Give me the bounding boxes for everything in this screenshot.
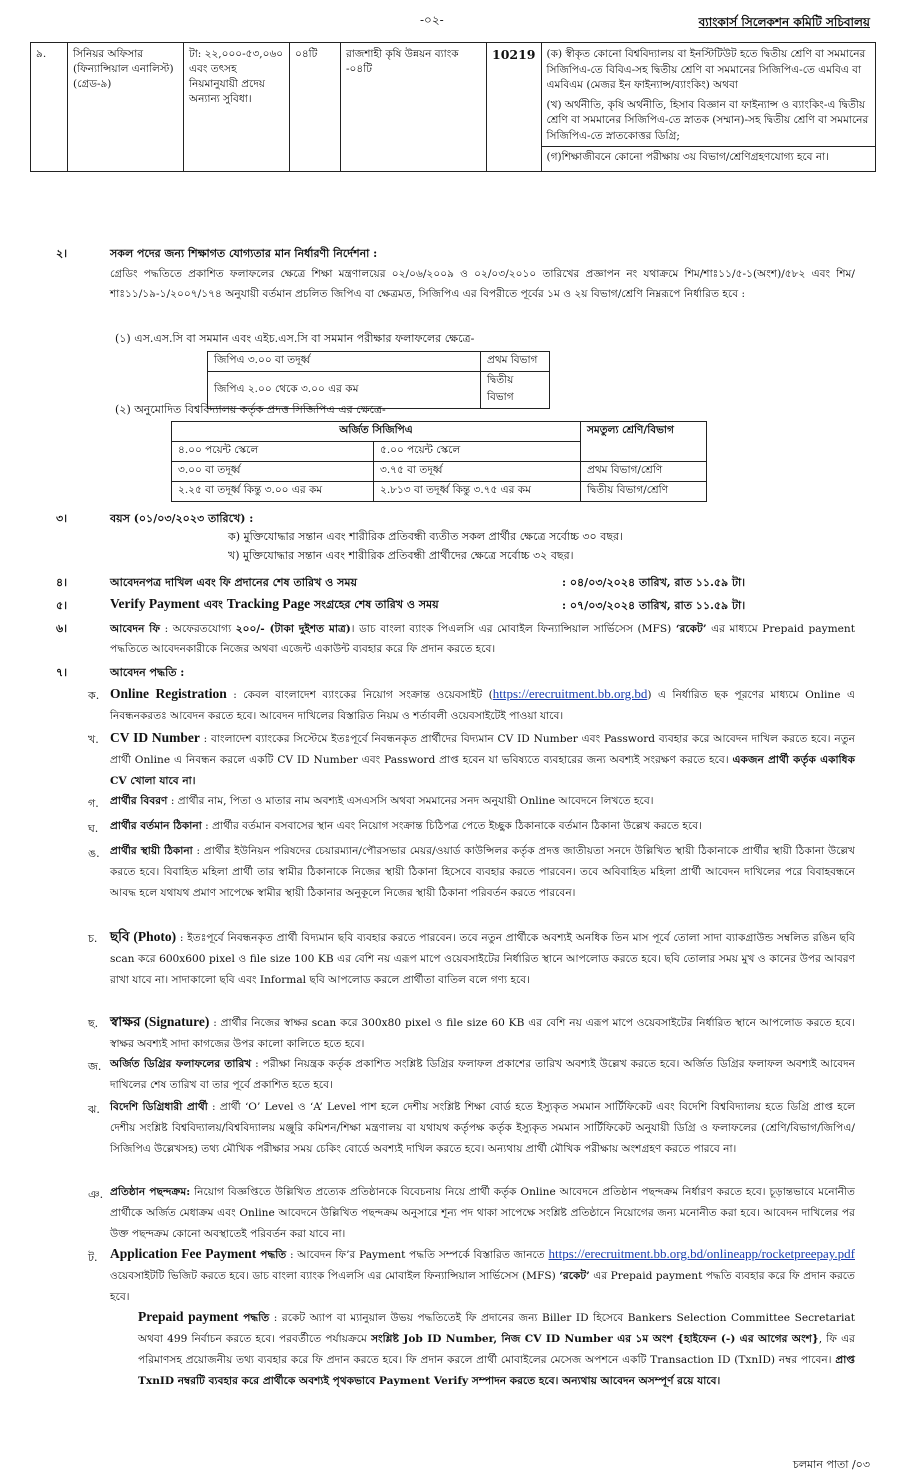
- s7-ta: Application Fee Payment পদ্ধতি : আবেদন ফি’র Payment পদ্ধতি সম্পর্কে বিস্তারিত জানতে https://erecruitment.bb.org.bd/onlineapp/rocketpreepay.pdf ওয়েবসাইটটি ভিজিট করতে হবে। ডাচ বাংলা ব্যাংক পিএলসি এর মোবাইল ফিন্যান্সিয়াল সার্ভিসেস (MFS) ‘রকেট’ এর Prepaid payment পদ্ধতি ব্যবহার করে ফি প্রদান করতে হবে।: [110, 1246, 856, 1303]
- s5-value: : ০৭/০৩/২০২৪ তারিখ, রাত ১১.৫৯ টা।: [562, 599, 746, 612]
- cgpa-table: [171, 421, 707, 502]
- s2-num: ২।: [56, 247, 68, 260]
- marker: জ.: [88, 1060, 102, 1073]
- req-a: (ক) স্বীকৃত কোনো বিশ্ববিদ্যালয় বা ইনস্টিটিউট হতে দ্বিতীয় শ্রেণি বা সমমানের সিজিপিএ-তে বিবিএ-সহ দ্বিতীয় শ্রেণি বা সমমানের সিজিপিএ-তে এমবিএ বা এমবিএম (মেজর ইন ফাইন্যান্স/ব্যাংকিং) অথবা: [546, 48, 866, 91]
- cgpa-cell: ৩.০০ বা তদূর্ধ্ব: [172, 462, 374, 482]
- continued-page: চলমান পাতা /০৩: [792, 1458, 870, 1471]
- gpa-cell: জিপিএ ৩.০০ বা তদূর্ধ্ব: [208, 352, 481, 372]
- s5-label: Verify Payment এবং Tracking Page সংগ্রহের শেষ তারিখ ও সময়: [110, 596, 439, 611]
- org-header: ব্যাংকার্স সিলেকশন কমিটি সচিবালয়: [698, 15, 870, 29]
- equiv-head: সমতুল্য শ্রেণি/বিভাগ: [580, 422, 706, 462]
- post-code: 10219: [487, 43, 542, 172]
- s2-heading: সকল পদের জন্য শিক্ষাগত যোগ্যতার মান নির্ধারণী নির্দেশনা :: [110, 247, 378, 260]
- s7-cha: ছবি (Photo) : ইতঃপূর্বে নিবন্ধনকৃত প্রার্থী বিদ্যমান ছবি ব্যবহার করতে পারবেন। তবে নতুন প্রার্থীকে অবশ্যই অনধিক তিন মাস পূর্বে তোলা সাদা ব্যাকগ্রাউন্ড সম্বলিত রঙিন ছবি scan করে 600x600 pixel ও file size 100 KB এর বেশি নয় এরূপ মাপে ওয়েবসাইটের নির্ধারিত স্থানে আপলোড করতে হবে। ছবি তোলার সময় মুখ ও কানের উপর আবরণ রাখা যাবে না। সাদাকালো ছবি এবং Informal ছবি আপলোড করলে প্রার্থীতা বাতিল বলে গণ্য হবে।: [110, 929, 855, 986]
- s7-chha: স্বাক্ষর (Signature) : প্রার্থীর নিজের স্বাক্ষর scan করে 300x80 pixel ও file size 60 KB এর বেশি নয় এরূপ মাপে ওয়েবসাইটের নির্ধারিত স্থানে আপলোড করতে হবে। স্বাক্ষর অবশ্যই সাদা কাগজের উপর কালো কালিতে হতে হবে।: [110, 1014, 855, 1050]
- s3-a: ক) মুক্তিযোদ্ধার সন্তান এবং শারীরিক প্রতিবন্ধী ব্যতীত সকল প্রার্থীর ক্ষেত্রে সর্বোচ্চ ৩০ বছর।: [228, 530, 623, 543]
- s7-uo: প্রার্থীর স্থায়ী ঠিকানা : প্রার্থীর ইউনিয়ন পরিষদের চেয়ারম্যান/পৌরসভার মেয়র/ওয়ার্ড কাউন্সিলর কর্তৃক প্রদত্ত জাতীয়তা সনদে উল্লিখিত স্থায়ী ঠিকানাকে প্রার্থীর স্থায়ী ঠিকানা উল্লেখ করতে হবে। বিবাহিত মহিলা প্রার্থী তার স্বামীর ঠিকানাকে নিজের স্থায়ী ঠিকানা হিসেবে ব্যবহার করতে পারবেন। তবে অবিবাহিত মহিলা প্রার্থী আবেদন দাখিলের পরে বিবাহবন্ধনে আবদ্ধ হলে যথাযথ প্রমাণ সাপেক্ষে স্বামীর স্থায়ী ঠিকানার অনুকূলে নিজের স্থায়ী ঠিকানা পরিবর্তন করতে পারবেন।: [110, 845, 855, 899]
- s4-value: : ০৪/০৩/২০২৪ তারিখ, রাত ১১.৫৯ টা।: [562, 576, 746, 589]
- marker: চ.: [88, 932, 98, 945]
- s7-heading: আবেদন পদ্ধতি :: [110, 666, 185, 679]
- marker: গ.: [88, 797, 99, 810]
- req-c: (গ)শিক্ষাজীবনে কোনো পরীক্ষায় ৩য় বিভাগ/শ্রেণিগ্রহণযোগ্য হবে না।: [542, 146, 876, 169]
- erecruitment-link[interactable]: https://erecruitment.bb.org.bd: [492, 686, 648, 701]
- table-row: [31, 43, 876, 172]
- marker: ঙ.: [88, 847, 100, 860]
- s6-num: ৬।: [56, 622, 68, 635]
- s2-sub2: (২) অনুমোদিত বিশ্ববিদ্যালয় কর্তৃক প্রদত্ত সিজিপিএ এর ক্ষেত্রে-: [115, 403, 386, 416]
- s4-num: ৪।: [56, 576, 68, 589]
- s7-num: ৭।: [56, 666, 68, 679]
- cgpa-cell: ২.২৫ বা তদূর্ধ্ব কিন্তু ৩.০০ এর কম: [172, 482, 374, 502]
- cgpa-head: অর্জিত সিজিপিএ: [172, 422, 581, 442]
- s7-kha: CV ID Number : বাংলাদেশ ব্যাংকের সিস্টেমে ইতঃপূর্বে নিবন্ধনকৃত প্রার্থীদের বিদ্যমান CV ID Number এবং Password ব্যবহার করে আবেদন দাখিল করতে হবে। নতুন প্রার্থী Online এ নিবন্ধন করলে একটি CV ID Number এবং Password প্রাপ্ত হবেন যা ভবিষ্যতে ব্যবহারের জন্য অবশ্যই সংরক্ষণ করতে হবে। একজন প্রার্থী কর্তৃক একাধিক CV খোলা যাবে না।: [110, 730, 855, 787]
- s4-label: আবেদনপত্র দাখিল এবং ফি প্রদানের শেষ তারিখ ও সময়: [110, 576, 357, 589]
- gpa-cell: প্রথম বিভাগ: [481, 352, 550, 372]
- s7-nya: প্রতিষ্ঠান পছন্দক্রম: নিয়োগ বিজ্ঞপ্তিতে উল্লিখিত প্রত্যেক প্রতিষ্ঠানকে বিবেচনায় নিয়ে প্রার্থী কর্তৃক Online আবেদনে প্রতিষ্ঠান পছন্দক্রম নির্ধারণ করতে হবে। চূড়ান্তভাবে মনোনীত প্রার্থীকে অর্জিত মেধাক্রম এবং Online আবেদনে উল্লিখিত পছন্দক্রম অনুসারে শূন্য পদ থাকা সাপেক্ষে সংশ্লিষ্ট প্রতিষ্ঠানে নিয়োগের জন্য মনোনীত করা হবে। আবেদন দাখিলের পর উক্ত পছন্দক্রম কোনো অবস্থাতেই পরিবর্তন করা যাবে না।: [110, 1186, 855, 1240]
- cgpa-cell: দ্বিতীয় বিভাগ/শ্রেণি: [580, 482, 706, 502]
- post-vacancy: ০৪টি: [290, 43, 341, 172]
- table-row: [172, 482, 707, 502]
- marker: ঘ.: [88, 822, 99, 835]
- page-number: -০২-: [420, 13, 444, 27]
- s2-body: গ্রেডিং পদ্ধতিতে প্রকাশিত ফলাফলের ক্ষেত্রে শিক্ষা মন্ত্রণালয়ের ০২/০৬/২০০৯ ও ০২/০৩/২০১০ তারিখের প্রজ্ঞাপন নং যথাক্রমে শিম/শাঃ১১/৫-১(অংশ)/৫৮২ এবং শিম/শাঃ১১/১৯-১/২০০৭/১৭৪ অনুযায়ী বর্তমান প্রচলিত জিপিএ বা ক্ষেত্রমত, সিজিপিএ এর বিপরীতে পূর্বের ১ম ও ২য় বিভাগ/শ্রেণি নিম্নরূপে নির্ধারিত হবে :: [110, 268, 855, 300]
- s3-heading: বয়স (০১/০৩/২০২৩ তারিখে) :: [110, 512, 254, 525]
- marker: ক.: [88, 689, 100, 702]
- s7-jha: বিদেশি ডিগ্রিধারী প্রার্থী : প্রার্থী ‘O’ Level ও ‘A’ Level পাশ হলে দেশীয় সংশ্লিষ্ট শিক্ষা বোর্ড হতে ইস্যুকৃত সমমান সার্টিফিকেট এবং বিদেশি বিশ্ববিদ্যালয় হতে ডিগ্রি প্রাপ্ত হলে দেশীয় সংশ্লিষ্ট বিশ্ববিদ্যালয়/বিশ্ববিদ্যালয় মঞ্জুরি কমিশন/শিক্ষা মন্ত্রণালয় বা যথাযথ কর্তৃপক্ষ কর্তৃক ইস্যুকৃত সমমান সার্টিফিকেট অনুযায়ী ডিগ্রি ও ফলাফলের (শ্রেণি/বিভাগ/জিপিএ/সিজিপিএ উল্লেখসহ) তথ্য মৌখিক পরীক্ষার সময় চেকিং বোর্ডে অবশ্যই দাখিল করতে হবে। অন্যথায় প্রার্থী মৌখিক পরীক্ষায় অংশগ্রহণ করতে পারবে না।: [110, 1101, 855, 1155]
- marker: ঝ.: [88, 1103, 100, 1116]
- marker: ট.: [88, 1251, 98, 1264]
- s3-num: ৩।: [56, 512, 68, 525]
- s7-prepaid: Prepaid payment পদ্ধতি : রকেট অ্যাপ বা ম্যানুয়াল উভয় পদ্ধতিতেই ফি প্রদানের জন্য Biller ID হিসেবে Bankers Selection Committee Secretariat অথবা 499 নির্বাচন করতে হবে। পরবর্তীতে পর্যায়ক্রমে সংশ্লিষ্ট Job ID Number, নিজ CV ID Number এর ১ম অংশ {হাইফেন (-) এর আগের অংশ}, ফি এর পরিমাণসহ প্রয়োজনীয় তথ্য ব্যবহার করে ফি প্রদান করতে হবে। ফি প্রদান করলে প্রার্থী মোবাইলের মেসেজ অপশনে একটি Transaction ID (TxnID) নম্বর পাবেন। প্রাপ্ত TxnID নম্বরটি ব্যবহার করে প্রার্থীকে অবশ্যই পৃথকভাবে Payment Verify সম্পাদন করতে হবে। অন্যথায় আবেদন অসম্পূর্ণ রয়ে যাবে।: [138, 1309, 855, 1387]
- s7-ja: অর্জিত ডিগ্রির ফলাফলের তারিখ : পরীক্ষা নিয়ন্ত্রক কর্তৃক প্রকাশিত সংশ্লিষ্ট ডিগ্রির ফলাফল প্রকাশের তারিখ অবশ্যই উল্লেখ করতে হবে। অর্জিত ডিগ্রির ফলাফল অবশ্যই আবেদন দাখিলের শেষ তারিখ বা তার পূর্বে প্রকাশিত হতে হবে।: [110, 1058, 855, 1091]
- s3-b: খ) মুক্তিযোদ্ধার সন্তান এবং শারীরিক প্রতিবন্ধী প্রার্থীদের ক্ষেত্রে সর্বোচ্চ ৩২ বছর।: [228, 549, 574, 562]
- cgpa-cell: ৪.০০ পয়েন্ট স্কেলে: [172, 442, 374, 462]
- post-bank: রাজশাহী কৃষি উন্নয়ন ব্যাংক -০৪টি: [341, 43, 487, 172]
- post-salary: টা: ২২,০০০-৫৩,০৬০ এবং তৎসহ নিয়মানুযায়ী প্রদেয় অন্যান্য সুবিধা।: [184, 43, 290, 172]
- s7-ka: Online Registration : কেবল বাংলাদেশ ব্যাংকের নিয়োগ সংক্রান্ত ওয়েবসাইট (https://erecruitment.bb.org.bd) এ নির্ধারিত ছক পূরণের মাধ্যমে Online এ নিবন্ধনকরতঃ আবেদন করতে হবে। আবেদন দাখিলের বিস্তারিত নিয়ম ও শর্তাবলী ওয়েবসাইটেই পাওয়া যাবে।: [110, 686, 856, 722]
- gpa-cell: জিপিএ ২.০০ থেকে ৩.০০ এর কম: [208, 372, 481, 409]
- post-title: সিনিয়র অফিসার (ফিন্যান্সিয়াল এনালিস্ট) (গ্রেড-৯): [68, 43, 184, 172]
- cgpa-cell: ২.৮১৩ বা তদূর্ধ্ব কিন্তু ৩.৭৫ এর কম: [374, 482, 581, 502]
- post-sl: ৯.: [31, 43, 68, 172]
- table-row: [208, 352, 550, 372]
- table-row: [172, 422, 707, 442]
- cgpa-cell: ৫.০০ পয়েন্ট স্কেলে: [374, 442, 581, 462]
- s7-ga: প্রার্থীর বিবরণ : প্রার্থীর নাম, পিতা ও মাতার নাম অবশ্যই এসএসসি অথবা সমমানের সনদ অনুযায়ী Online আবেদনে লিখতে হবে।: [110, 795, 654, 807]
- gpa-cell: দ্বিতীয় বিভাগ: [481, 372, 550, 409]
- cgpa-cell: ৩.৭৫ বা তদূর্ধ্ব: [374, 462, 581, 482]
- s2-sub1: (১) এস.এস.সি বা সমমান এবং এইচ.এস.সি বা সমমান পরীক্ষার ফলাফলের ক্ষেত্রে-: [115, 332, 475, 345]
- s7-gha: প্রার্থীর বর্তমান ঠিকানা : প্রার্থীর বর্তমান বসবাসের স্থান এবং নিয়োগ সংক্রান্ত চিঠিপত্র পেতে ইচ্ছুক ঠিকানাকে বর্তমান ঠিকানা উল্লেখ করতে হবে।: [110, 820, 702, 832]
- marker: ছ.: [88, 1017, 99, 1030]
- marker: ঞ.: [88, 1188, 104, 1201]
- marker: খ.: [88, 733, 99, 746]
- s6-body: আবেদন ফি : অফেরতযোগ্য ২০০/- (টাকা দুইশত মাত্র)। ডাচ বাংলা ব্যাংক পিএলসি এর মোবাইল ফিন্যান্সিয়াল সার্ভিসেস (MFS) ‘রকেট’ এর মাধ্যমে Prepaid payment পদ্ধতিতে আবেদনকারীকে নিজের অথবা এজেন্ট একাউন্ট ব্যবহার করে ফি প্রদান করতে হবে।: [110, 623, 855, 655]
- table-row: [172, 462, 707, 482]
- post-table: [30, 42, 876, 172]
- rocket-pdf-link[interactable]: https://erecruitment.bb.org.bd/onlineapp/rocketpreepay.pdf: [548, 1246, 855, 1261]
- req-b: (খ) অর্থনীতি, কৃষি অর্থনীতি, হিসাব বিজ্ঞান বা ফাইন্যান্স ও ব্যাংকিং-এ দ্বিতীয় শ্রেণি বা সমমানের সিজিপিএ-তে স্নাতক (সম্মান)-সহ দ্বিতীয় শ্রেণি বা সমমানের সিজিপিএ-তে স্নাতকোত্তর ডিগ্রি;: [546, 98, 869, 142]
- cgpa-cell: প্রথম বিভাগ/শ্রেণি: [580, 462, 706, 482]
- s5-num: ৫।: [56, 599, 68, 612]
